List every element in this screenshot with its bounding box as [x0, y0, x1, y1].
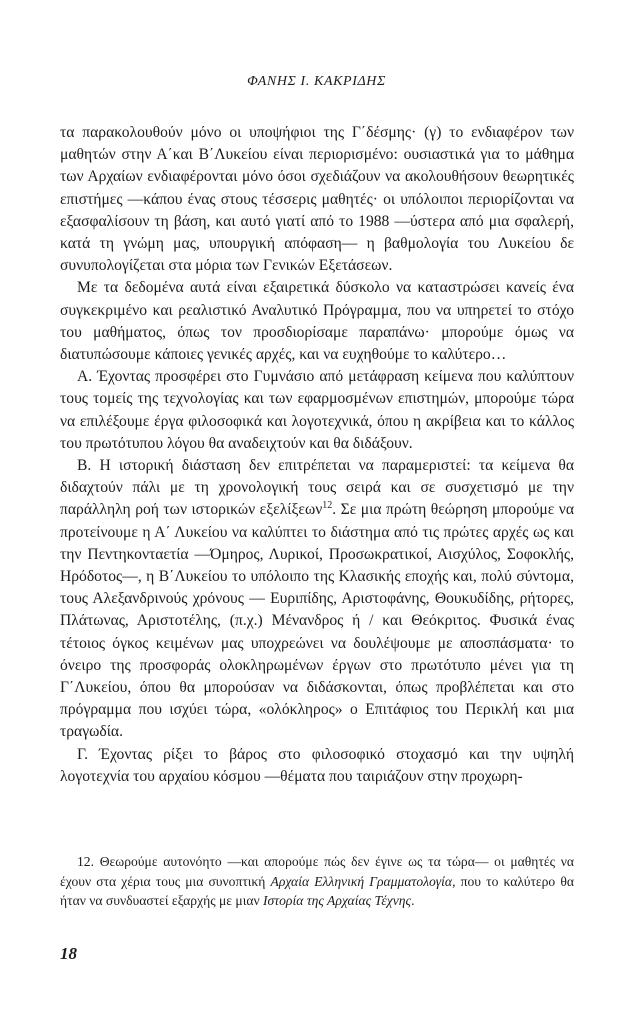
paragraph-text: . Σε μια πρώτη θεώρηση μπορούμε να προτείνουμε η Α΄ Λυκείου να καλύπτει το διάστημα από τις πρώτες αρχές ως και την Πεντηκονταετία —Όμηρος, Λυρικοί, Προσωκρατικοί, Αισχύλος, Σοφοκλής, Ηρόδοτος—, η Β΄Λυκείου το υπόλοιπο της Κλασικής εποχής και, πολύ σύντομα, τους Αλεξανδρινούς χρόνους — Ευριπίδης, Αριστοφάνης, Θουκυδίδης, ρήτορες, Πλάτωνας, Αριστοτέλης, (π.χ.) Μένανδρος ή / και Θεόκριτος. Φυσικά ένας τέτοιος όγκος κειμένων μας υποχρεώνει να δουλέψουμε με αποσπάσματα· το όνειρο της προσφοράς ολοκληρωμένων έργων στο πρωτότυπο μένει για τη Γ΄Λυκείου, όπου θα μπορούσαν να διδάσκονται, όπως προβλέπεται και στο πρόγραμμα που ισχύει τώρα, «ολόκληρος» ο Επιτάφιος του Περικλή και μια τραγωδία.	[60, 501, 574, 741]
paragraph-text: Β. Η ιστορική διάσταση δεν επιτρέπεται να παραμεριστεί: τα κείμενα θα διδαχτούν πάλι με τη χρονολογική τους σειρά και σε συσχετισμό με την παράλληλη ροή των ιστορικών εξελίξεων	[60, 457, 574, 519]
paragraph-point-a: Α. Έχοντας προσφέρει στο Γυμνάσιο από μετάφραση κείμενα που καλύπτουν τους τομείς της τεχνολογίας και των εφαρμοσμένων επιστημών, μπορούμε τώρα να επιλέξουμε έργα φιλοσοφικά και λογοτεχνικά, όπου η ακρίβεια και το κάλλος του πρωτότυπου λόγου θα αναδειχτούν και θα διδάξουν.	[60, 368, 574, 452]
page-number: 18	[60, 944, 77, 963]
footnote-reference: 12	[322, 500, 333, 512]
main-text	[60, 122, 574, 788]
paragraph-point-c: Γ. Έχοντας ρίξει το βάρος στο φιλοσοφικό στοχασμό και την υψηλή λογοτεχνία του αρχαίου κόσμου —θέματα που ταιριάζουν στην προχωρη-	[60, 745, 574, 785]
footnote-italic-title: Αρχαία Ελληνική Γραμματολογία	[270, 873, 453, 889]
footnote-text: , που το καλύτερο θα ήταν να συνδυαστεί εξαρχής με μιαν	[60, 873, 574, 908]
running-header: ΦΑΝΗΣ Ι. ΚΑΚΡΙΔΗΣ	[247, 74, 386, 89]
footnote-text: .	[411, 893, 415, 908]
paragraph-continuation: τα παρακολουθούν μόνο οι υποψήφιοι της Γ΄δέσμης· (γ) το ενδιαφέρον των μαθητών στην Α΄και Β΄Λυκείου είναι περιορισμένο: ουσιαστικά για το μάθημα των Αρχαίων ενδιαφέρονται μόνο όσοι σχεδιάζουν να ακολουθήσουν θεωρητικές επιστήμες —κάπου ένας στους τέσσερις μαθητές· οι υπόλοιποι περιορίζονται να εξασφαλίσουν τη βάση, και αυτό γιατί από το 1988 —ύστερα από μια σφαλερή, κατά τη γνώμη μας, υπουργική απόφαση— η βαθμολογία του Λυκείου δε συνυπολογίζεται στα μόρια των Γενικών Εξετάσεων.	[60, 124, 574, 275]
paragraph: Με τα δεδομένα αυτά είναι εξαιρετικά δύσκολο να καταστρώσει κανείς ένα συγκεκριμένο και ρεαλιστικό Αναλυτικό Πρόγραμμα, που να υπηρετεί το στόχο του μαθήματος, όπως τον προσδιορίσαμε παραπάνω· μπορούμε όμως να διατυπώσουμε κάποιες γενικές αρχές, και να ευχηθούμε το καλύτερο…	[60, 279, 574, 364]
footnote-text: 12. Θεωρούμε αυτονόητο —και απορούμε πώς δεν έγινε ως τα τώρα— οι μαθητές να έχουν στα χέρια τους μια συνοπτική	[60, 854, 574, 889]
paragraph-point-b	[60, 455, 574, 744]
footnote-italic-title: Ιστορία της Αρχαίας Τέχνης	[263, 893, 412, 908]
footnote	[60, 852, 574, 911]
